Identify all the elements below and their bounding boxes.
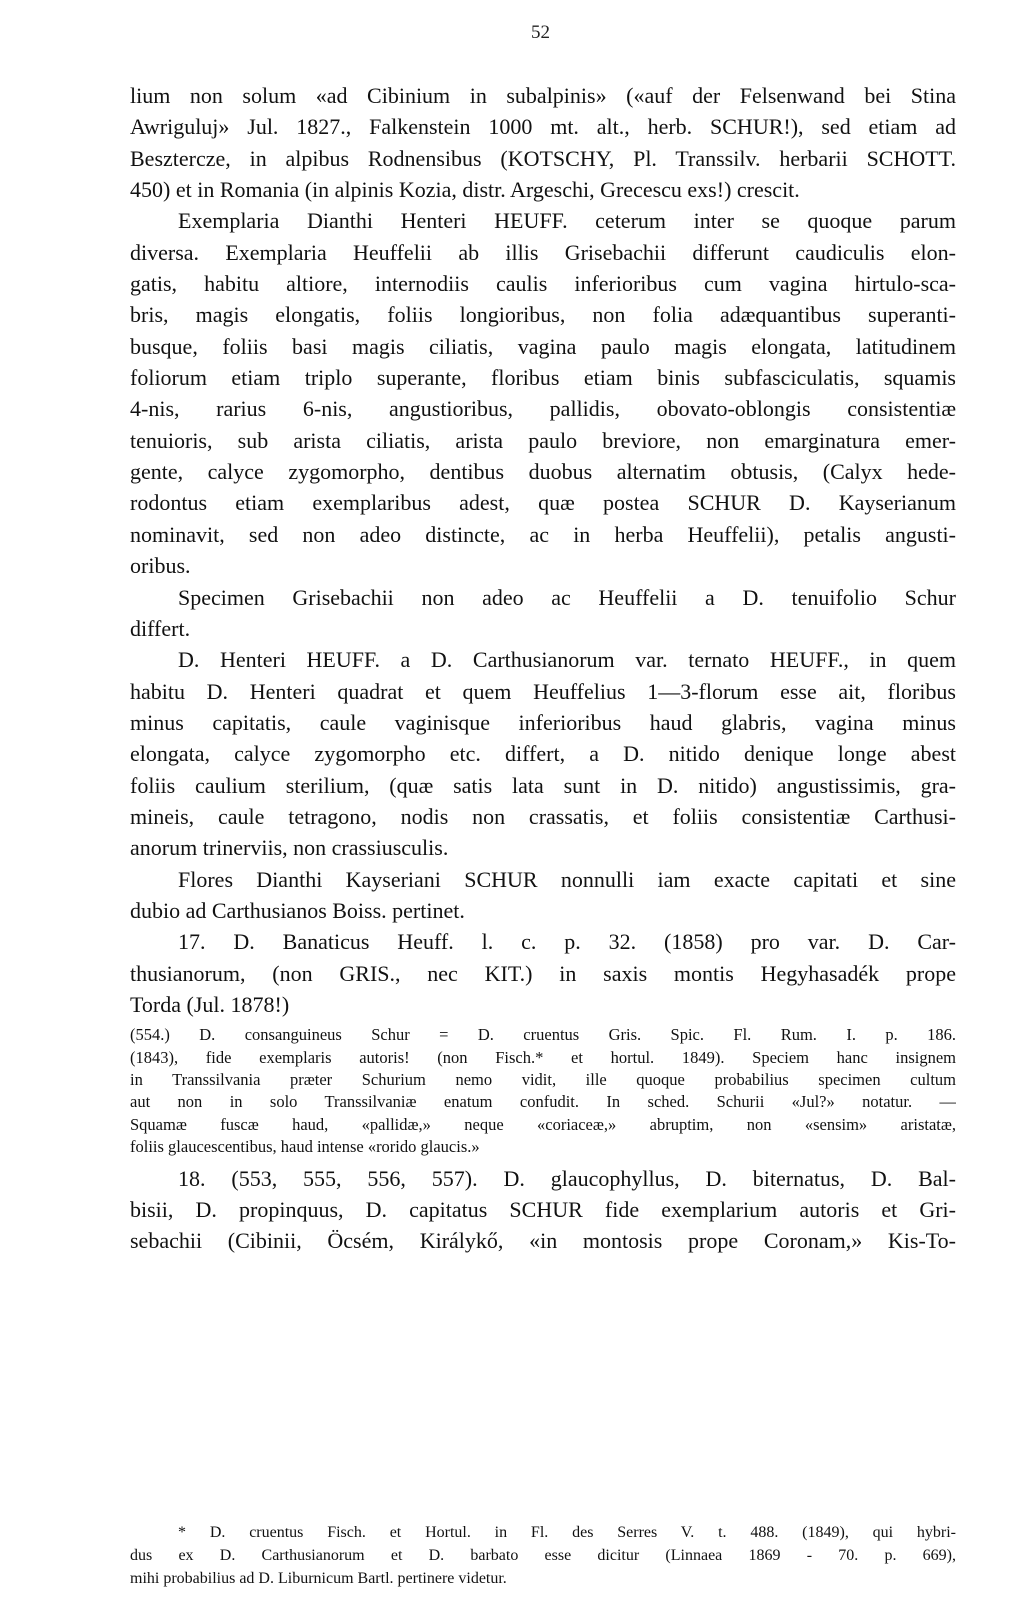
species-heading: 17. D. Banaticus Heuff. l. c. p. 32. (1858) pro var. D. Car-	[178, 929, 956, 955]
text-line: oribus.	[130, 553, 191, 579]
text-line: lium non solum «ad Cibinium in subalpinis» («auf der Felsenwand bei Stina	[130, 83, 956, 108]
text-line: gente, calyce zygomorpho, dentibus duobus alternatim obtusis, (Calyx hede-	[130, 459, 956, 485]
text-line: diversa. Exemplaria Heuffelii ab illis Grisebachii differunt caudiculis elon-	[130, 239, 956, 265]
text-line: mineis, caule tetragono, nodis non crassatis, et foliis consistentiæ Carthusi-	[130, 803, 956, 829]
note-line: (554.) D. consanguineus Schur = D. cruentus Gris. Spic. Fl. Rum. I. p. 186.	[130, 1025, 956, 1045]
text-line: busque, foliis basi magis ciliatis, vagina paulo magis elongata, latitudinem	[130, 333, 956, 359]
species-heading: 18. (553, 555, 556, 557). D. glaucophyllus, D. biternatus, D. Bal-	[178, 1165, 956, 1191]
text-line: Awriguluj» Jul. 1827., Falkenstein 1000 mt. alt., herb. SCHUR!), sed etiam ad	[130, 114, 956, 140]
footnote-line: dus ex D. Carthusianorum et D. barbato esse dicitur (Linnaea 1869 - 70. p. 669),	[130, 1547, 956, 1564]
text-line: D. Henteri HEUFF. a D. Carthusianorum var. ternato HEUFF., in quem	[178, 647, 956, 673]
page-number: 52	[531, 22, 550, 43]
text-line: foliis caulium sterilium, (quæ satis lata sunt in D. nitido) angustissimis, gra-	[130, 772, 956, 798]
text-line: 4-nis, rarius 6-nis, angustioribus, pallidis, obovato-oblongis consistentiæ	[130, 396, 956, 422]
note-line: aut non in solo Transsilvaniæ enatum confudit. In sched. Schurii «Jul?» notatur. —	[130, 1092, 956, 1112]
text-line: differt.	[130, 615, 191, 641]
footnote-line: * D. cruentus Fisch. et Hortul. in Fl. des Serres V. t. 488. (1849), qui hybri-	[178, 1524, 956, 1541]
main-text	[130, 80, 956, 1257]
note-line: foliis glaucescentibus, haud intense «rorido glaucis.»	[130, 1137, 480, 1157]
text-line: bris, magis elongatis, foliis longioribus, non folia adæquantibus superanti-	[130, 302, 956, 328]
text-line: Besztercze, in alpibus Rodnensibus (KOTSCHY, Pl. Transsilv. herbarii SCHOTT.	[130, 145, 956, 171]
text-line: tenuioris, sub arista ciliatis, arista paulo breviore, non emarginatura emer-	[130, 427, 956, 453]
text-line: thusianorum, (non GRIS., nec KIT.) in saxis montis Hegyhasadék prope	[130, 960, 956, 986]
text-line: dubio ad Carthusianos Boiss. pertinet.	[130, 897, 465, 923]
note-line: (1843), fide exemplaris autoris! (non Fisch.* et hortul. 1849). Speciem hanc insignem	[130, 1047, 956, 1067]
footnote	[130, 1521, 956, 1590]
text-line: habitu D. Henteri quadrat et quem Heuffelius 1—3-florum esse ait, floribus	[130, 678, 956, 704]
text-line: nominavit, sed non adeo distincte, ac in herba Heuffelii), petalis angusti-	[130, 521, 956, 547]
text-line: bisii, D. propinquus, D. capitatus SCHUR fide exemplarium autoris et Gri-	[130, 1197, 956, 1222]
text-line: gatis, habitu altiore, internodiis caulis inferioribus cum vagina hirtulo-sca-	[130, 271, 956, 297]
text-line: minus capitatis, caule vaginisque inferioribus haud glabris, vagina minus	[130, 709, 956, 735]
text-line: elongata, calyce zygomorpho etc. differt, a D. nitido denique longe abest	[130, 741, 956, 767]
footnote-line: mihi probabilius ad D. Liburnicum Bartl. pertinere videtur.	[130, 1570, 507, 1587]
text-line: Specimen Grisebachii non adeo ac Heuffelii a D. tenuifolio Schur	[178, 584, 956, 610]
text-line: rodontus etiam exemplaribus adest, quæ postea SCHUR D. Kayserianum	[130, 490, 956, 516]
text-line: Torda (Jul. 1878!)	[130, 991, 290, 1017]
text-line: 450) et in Romania (in alpinis Kozia, distr. Argeschi, Grecescu exs!) crescit.	[130, 177, 800, 203]
text-line: anorum trinerviis, non crassiusculis.	[130, 835, 449, 861]
text-line: foliorum etiam triplo superante, floribus etiam binis subfasciculatis, squamis	[130, 365, 956, 391]
text-line: sebachii (Cibinii, Öcsém, Királykő, «in montosis prope Coronam,» Kis-To-	[130, 1228, 956, 1254]
note-block	[130, 1024, 956, 1158]
note-line: Squamæ fuscæ haud, «pallidæ,» neque «coriaceæ,» abruptim, non «sensim» aristatæ,	[130, 1114, 956, 1134]
text-line: Flores Dianthi Kayseriani SCHUR nonnulli iam exacte capitati et sine	[178, 866, 956, 892]
text-line: Exemplaria Dianthi Henteri HEUFF. ceterum inter se quoque parum	[178, 208, 956, 234]
note-line: in Transsilvania præter Schurium nemo vidit, ille quoque probabilius specimen cultum	[130, 1070, 956, 1090]
